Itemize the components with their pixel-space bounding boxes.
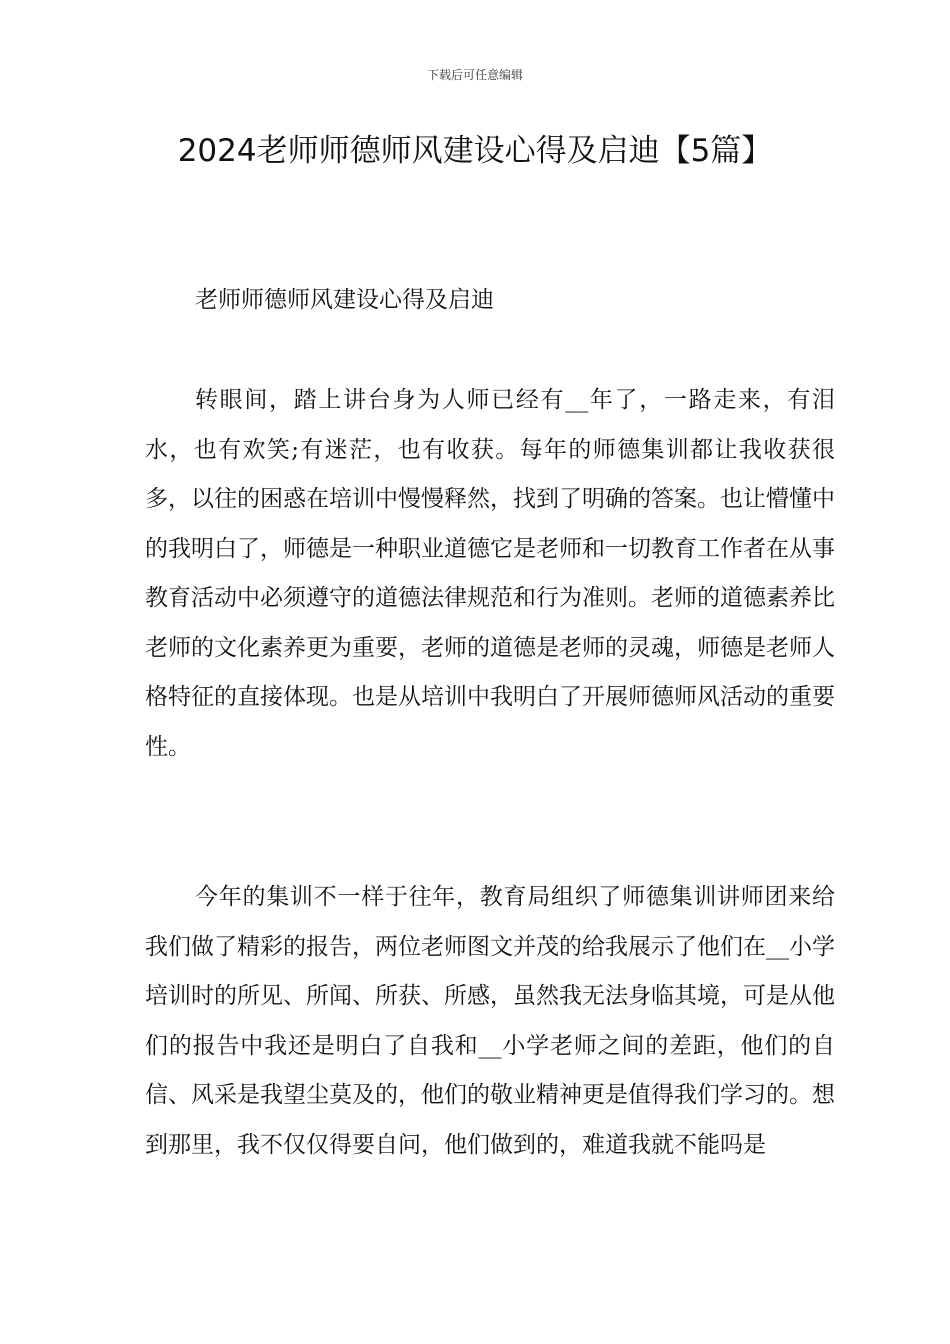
- document-subtitle: 老师师德师风建设心得及启迪: [195, 287, 494, 313]
- body-paragraph-2: 今年的集训不一样于往年，教育局组织了师德集训讲师团来给我们做了精彩的报告，两位老师图文并茂的给我展示了他们在__小学培训时的所见、所闻、所获、所感，虽然我无法身临其境，可是从他们的报告中我还是明白了自我和__小学老师之间的差距，他们的自信、风采是我望尘莫及的，他们的敬业精神更是值得我们学习的。想到那里，我不仅仅得要自问，他们做到的，难道我就不能吗是: [145, 884, 835, 1158]
- document-title: 2024老师师德师风建设心得及启迪【5篇】: [177, 133, 773, 169]
- header-note: 下载后可任意编辑: [426, 68, 523, 82]
- body-paragraph-1: 转眼间，踏上讲台身为人师已经有__年了，一路走来，有泪水，也有欢笑;有迷茫，也有收获。每年的师德集训都让我收获很多，以往的困惑在培训中慢慢释然，找到了明确的答案。也让懵懂中的我明白了，师德是一种职业道德它是老师和一切教育工作者在从事教育活动中必须遵守的道德法律规范和行为准则。老师的道德素养比老师的文化素养更为重要，老师的道德是老师的灵魂，师德是老师人格特征的直接体现。也是从培训中我明白了开展师德师风活动的重要性。: [145, 387, 835, 760]
